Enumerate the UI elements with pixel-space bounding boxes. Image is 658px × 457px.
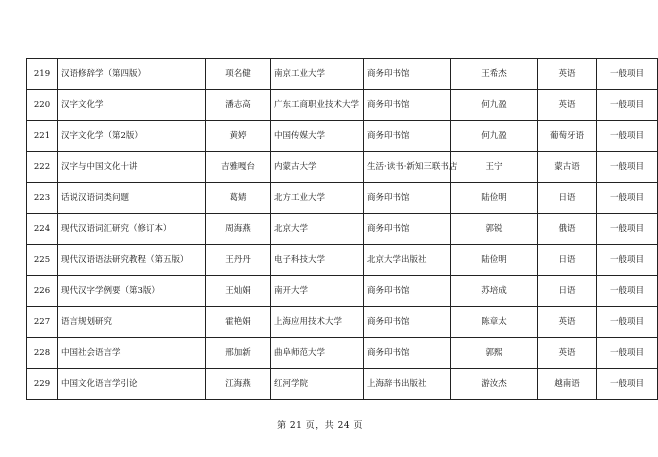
cell-original-author: 何九盈 xyxy=(451,121,538,152)
cell-language: 英语 xyxy=(538,338,597,369)
cell-language: 越南语 xyxy=(538,369,597,400)
cell-title: 现代汉语词汇研究（修订本） xyxy=(58,214,206,245)
cell-publisher: 商务印书馆 xyxy=(364,307,451,338)
cell-publisher: 商务印书馆 xyxy=(364,59,451,90)
table-row xyxy=(27,90,658,121)
cell-original-author: 陆俭明 xyxy=(451,183,538,214)
cell-project-type: 一般项目 xyxy=(597,121,658,152)
cell-unit: 红河学院 xyxy=(271,369,364,400)
table-row xyxy=(27,214,658,245)
cell-unit: 南开大学 xyxy=(271,276,364,307)
cell-publisher: 商务印书馆 xyxy=(364,183,451,214)
cell-project-type: 一般项目 xyxy=(597,307,658,338)
cell-title: 语言规划研究 xyxy=(58,307,206,338)
cell-unit: 中国传媒大学 xyxy=(271,121,364,152)
cell-title: 现代汉字学例要（第3版） xyxy=(58,276,206,307)
table-row xyxy=(27,59,658,90)
project-table xyxy=(26,58,658,400)
cell-unit: 南京工业大学 xyxy=(271,59,364,90)
cell-unit: 北京大学 xyxy=(271,214,364,245)
cell-author: 项名健 xyxy=(206,59,271,90)
table-row xyxy=(27,369,658,400)
cell-unit: 上海应用技术大学 xyxy=(271,307,364,338)
cell-title: 汉字文化学 xyxy=(58,90,206,121)
cell-language: 俄语 xyxy=(538,214,597,245)
table-row xyxy=(27,307,658,338)
cell-project-type: 一般项目 xyxy=(597,90,658,121)
cell-language: 葡萄牙语 xyxy=(538,121,597,152)
cell-number: 225 xyxy=(27,245,58,276)
cell-publisher: 生活·读书·新知三联书店 xyxy=(364,152,451,183)
cell-number: 221 xyxy=(27,121,58,152)
cell-title: 话说汉语词类问题 xyxy=(58,183,206,214)
cell-project-type: 一般项目 xyxy=(597,338,658,369)
cell-original-author: 郭锐 xyxy=(451,214,538,245)
cell-language: 日语 xyxy=(538,245,597,276)
cell-author: 黄婷 xyxy=(206,121,271,152)
cell-language: 日语 xyxy=(538,183,597,214)
cell-number: 228 xyxy=(27,338,58,369)
cell-number: 220 xyxy=(27,90,58,121)
cell-author: 王灿娟 xyxy=(206,276,271,307)
cell-title: 中国文化语言学引论 xyxy=(58,369,206,400)
cell-original-author: 郭熙 xyxy=(451,338,538,369)
cell-project-type: 一般项目 xyxy=(597,152,658,183)
cell-title: 现代汉语语法研究教程（第五版） xyxy=(58,245,206,276)
cell-publisher: 商务印书馆 xyxy=(364,276,451,307)
cell-original-author: 苏培成 xyxy=(451,276,538,307)
cell-unit: 北方工业大学 xyxy=(271,183,364,214)
cell-publisher: 上海辞书出版社 xyxy=(364,369,451,400)
cell-number: 219 xyxy=(27,59,58,90)
cell-author: 江海燕 xyxy=(206,369,271,400)
cell-unit: 曲阜师范大学 xyxy=(271,338,364,369)
cell-title: 汉字与中国文化十讲 xyxy=(58,152,206,183)
cell-publisher: 商务印书馆 xyxy=(364,121,451,152)
cell-title: 中国社会语言学 xyxy=(58,338,206,369)
cell-number: 223 xyxy=(27,183,58,214)
cell-project-type: 一般项目 xyxy=(597,245,658,276)
cell-title: 汉字文化学（第2版） xyxy=(58,121,206,152)
cell-unit: 电子科技大学 xyxy=(271,245,364,276)
cell-original-author: 何九盈 xyxy=(451,90,538,121)
cell-project-type: 一般项目 xyxy=(597,276,658,307)
cell-author: 葛婧 xyxy=(206,183,271,214)
cell-language: 英语 xyxy=(538,307,597,338)
cell-original-author: 王希杰 xyxy=(451,59,538,90)
cell-publisher: 北京大学出版社 xyxy=(364,245,451,276)
cell-author: 霍艳娟 xyxy=(206,307,271,338)
cell-publisher: 商务印书馆 xyxy=(364,338,451,369)
cell-unit: 内蒙古大学 xyxy=(271,152,364,183)
cell-number: 229 xyxy=(27,369,58,400)
cell-language: 英语 xyxy=(538,59,597,90)
cell-publisher: 商务印书馆 xyxy=(364,90,451,121)
cell-language: 日语 xyxy=(538,276,597,307)
cell-project-type: 一般项目 xyxy=(597,183,658,214)
cell-original-author: 王宁 xyxy=(451,152,538,183)
cell-project-type: 一般项目 xyxy=(597,59,658,90)
cell-number: 224 xyxy=(27,214,58,245)
cell-language: 英语 xyxy=(538,90,597,121)
table-row xyxy=(27,338,658,369)
cell-original-author: 游汝杰 xyxy=(451,369,538,400)
cell-project-type: 一般项目 xyxy=(597,214,658,245)
cell-original-author: 陈章太 xyxy=(451,307,538,338)
cell-author: 邢加新 xyxy=(206,338,271,369)
cell-original-author: 陆俭明 xyxy=(451,245,538,276)
cell-publisher: 商务印书馆 xyxy=(364,214,451,245)
cell-title: 汉语修辞学（第四版） xyxy=(58,59,206,90)
cell-number: 226 xyxy=(27,276,58,307)
table-row xyxy=(27,152,658,183)
cell-unit: 广东工商职业技术大学 xyxy=(271,90,364,121)
cell-project-type: 一般项目 xyxy=(597,369,658,400)
page-footer: 第 21 页，共 24 页 xyxy=(277,421,363,431)
table-row xyxy=(27,121,658,152)
cell-language: 蒙古语 xyxy=(538,152,597,183)
cell-author: 周海燕 xyxy=(206,214,271,245)
table-row xyxy=(27,276,658,307)
cell-author: 王丹丹 xyxy=(206,245,271,276)
project-table-body xyxy=(27,59,658,400)
cell-author: 吉雅嘎台 xyxy=(206,152,271,183)
table-row xyxy=(27,245,658,276)
cell-author: 潘志高 xyxy=(206,90,271,121)
table-row xyxy=(27,183,658,214)
cell-number: 227 xyxy=(27,307,58,338)
cell-number: 222 xyxy=(27,152,58,183)
